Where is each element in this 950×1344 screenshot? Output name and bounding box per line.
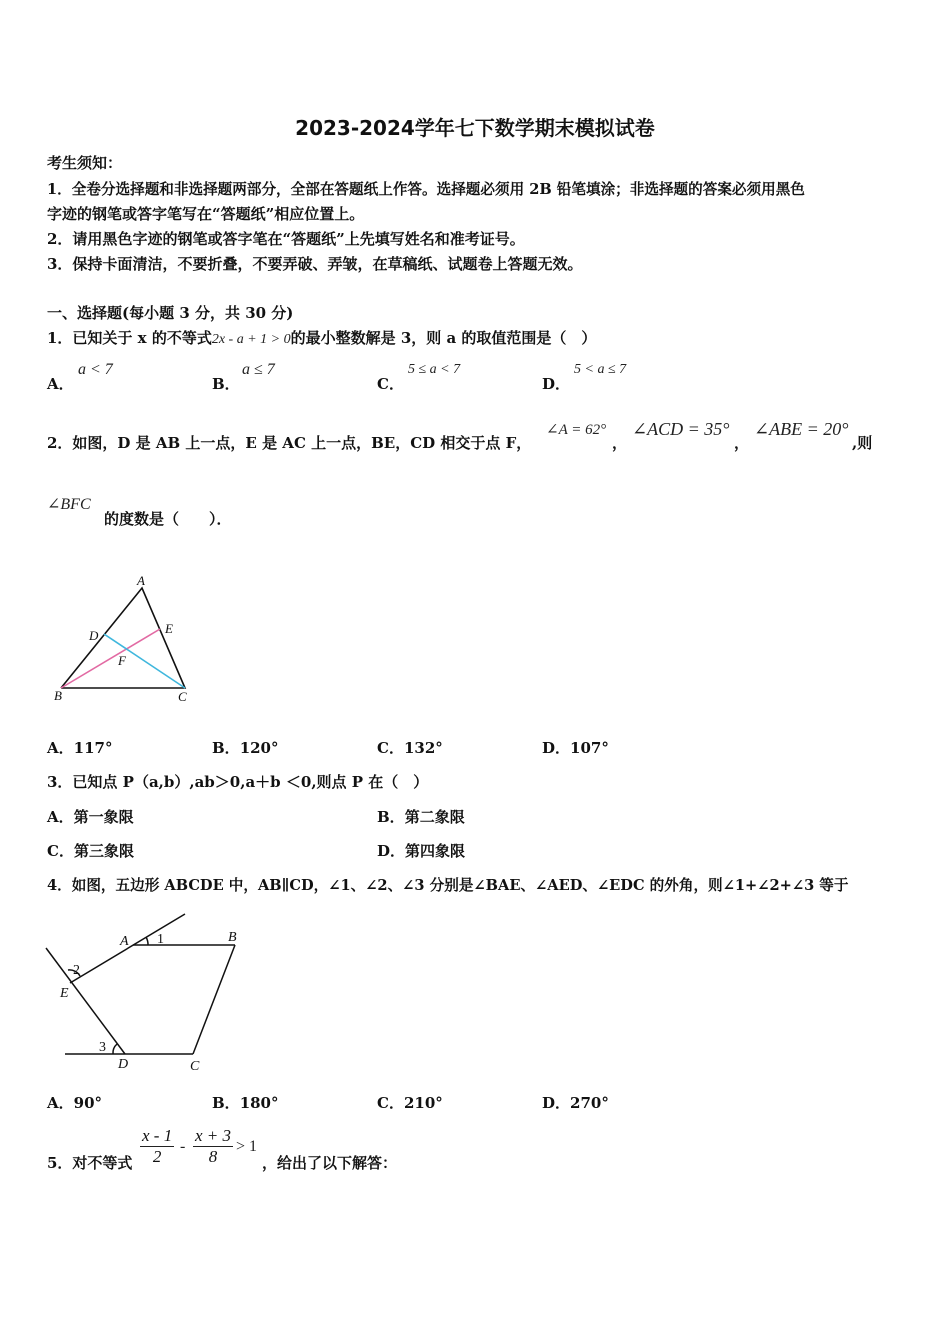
q4-label-c: C [190,1059,200,1074]
q4-label-d: D [118,1057,129,1072]
q4-label-b: B [228,930,237,945]
q2-label-e: E [165,621,173,636]
q5-prefix: 5．对不等式 [47,1154,133,1172]
q2-angle-abe: ∠ABE = 20° [754,419,849,439]
q1-option-c-label: C． [377,375,404,393]
q5-fraction-1 [140,1126,174,1167]
q2-label-a: A [137,573,145,588]
q5-num-2: x + 3 [195,1126,232,1145]
q5-den-1: 2 [152,1147,162,1166]
q2-option-a: A．117° [47,739,113,757]
q2-option-d: D．107° [542,739,609,757]
q4-option-d: D．270° [542,1094,609,1112]
q2-suffix: 的度数是（ ）． [104,510,232,528]
q2-prefix: 2．如图，D 是 AB 上一点，E 是 AC 上一点，BE，CD 相交于点 F， [47,434,532,452]
q3-option-b: B．第二象限 [377,808,465,826]
q5-suffix: ，给出了以下解答： [262,1154,398,1172]
q2-angle-acd: ∠ACD = 35° [632,419,730,439]
q2-sep-2: ， [734,434,750,452]
notice-line-3: 3．保持卡面清洁，不要折叠，不要弄破、弄皱，在草稿纸、试题卷上答题无效。 [47,255,583,273]
q1-suffix: 的最小整数解是 3，则 a 的取值范围是（ ） [290,329,597,347]
q4-option-b: B．180° [212,1094,279,1112]
q1-option-a: a < 7 [78,361,113,378]
q3-option-a: A．第一象限 [47,808,134,826]
q5-fraction-2 [193,1126,233,1167]
q4-pentagon-figure [40,908,260,1078]
q2-triangle-figure [48,570,198,710]
q5-minus: - [180,1138,186,1155]
section-heading: 一、选择题(每小题 3 分，共 30 分) [47,304,294,322]
q4-label-e: E [60,986,69,1001]
q1-expr: 2x - a + 1 > 0 [211,332,291,347]
q2-label-b: B [54,688,62,703]
q2-label-d: D [89,628,99,643]
q2-option-b: B．120° [212,739,279,757]
q1-option-a-label: A． [47,375,74,393]
q2-sep-1: ， [612,434,628,452]
q5-num-1: x - 1 [142,1126,173,1145]
notice-line-1: 1．全卷分选择题和非选择题两部分，全部在答题纸上作答。选择题必须用 2B 铅笔填涂；非选择题的答案必须用黑色 [47,181,805,198]
notice-line-2: 2．请用黑色字迹的钢笔或答字笔在“答题纸”上先填写姓名和准考证号。 [47,230,525,248]
q4-option-a: A．90° [47,1094,103,1112]
q2-label-c: C [178,689,187,704]
q1-option-d-label: D． [542,375,571,393]
q1-option-c: 5 ≤ a < 7 [408,362,461,377]
q1-option-b-label: B． [212,375,240,393]
question-3: 3．已知点 P（a,b）,ab＞0,a＋b ＜0,则点 P 在（ ） [47,773,429,791]
q4-label-3: 3 [99,1040,106,1055]
q2-tail: ,则 [852,434,873,452]
q4-label-a: A [120,934,129,949]
q4-label-1: 1 [157,932,164,947]
q1-option-b: a ≤ 7 [242,361,275,378]
question-1 [47,327,596,348]
notice-heading: 考生须知： [47,154,123,172]
question-4: 4．如图，五边形 ABCDE 中，AB∥CD，∠1、∠2、∠3 分别是∠BAE、∠AED、∠EDC 的外角，则∠1+∠2+∠3 等于 [47,877,849,894]
q2-label-f: F [118,653,126,668]
q4-option-c: C．210° [377,1094,443,1112]
q2-option-c: C．132° [377,739,443,757]
q3-option-c: C．第三象限 [47,842,134,860]
q2-angle-a: ∠A = 62° [546,422,607,438]
q1-option-d: 5 < a ≤ 7 [574,362,627,377]
q1-prefix: 1．已知关于 x 的不等式 [47,329,212,347]
page-title: 2023-2024学年七下数学期末模拟试卷 [295,116,655,140]
q4-label-2: 2 [73,963,80,978]
q3-option-d: D．第四象限 [377,842,466,860]
q2-angle-bfc: ∠BFC [47,496,91,513]
q5-rhs: > 1 [236,1138,258,1155]
q5-den-2: 8 [208,1147,218,1166]
notice-line-1b: 字迹的钢笔或答字笔写在“答题纸”相应位置上。 [47,205,365,223]
